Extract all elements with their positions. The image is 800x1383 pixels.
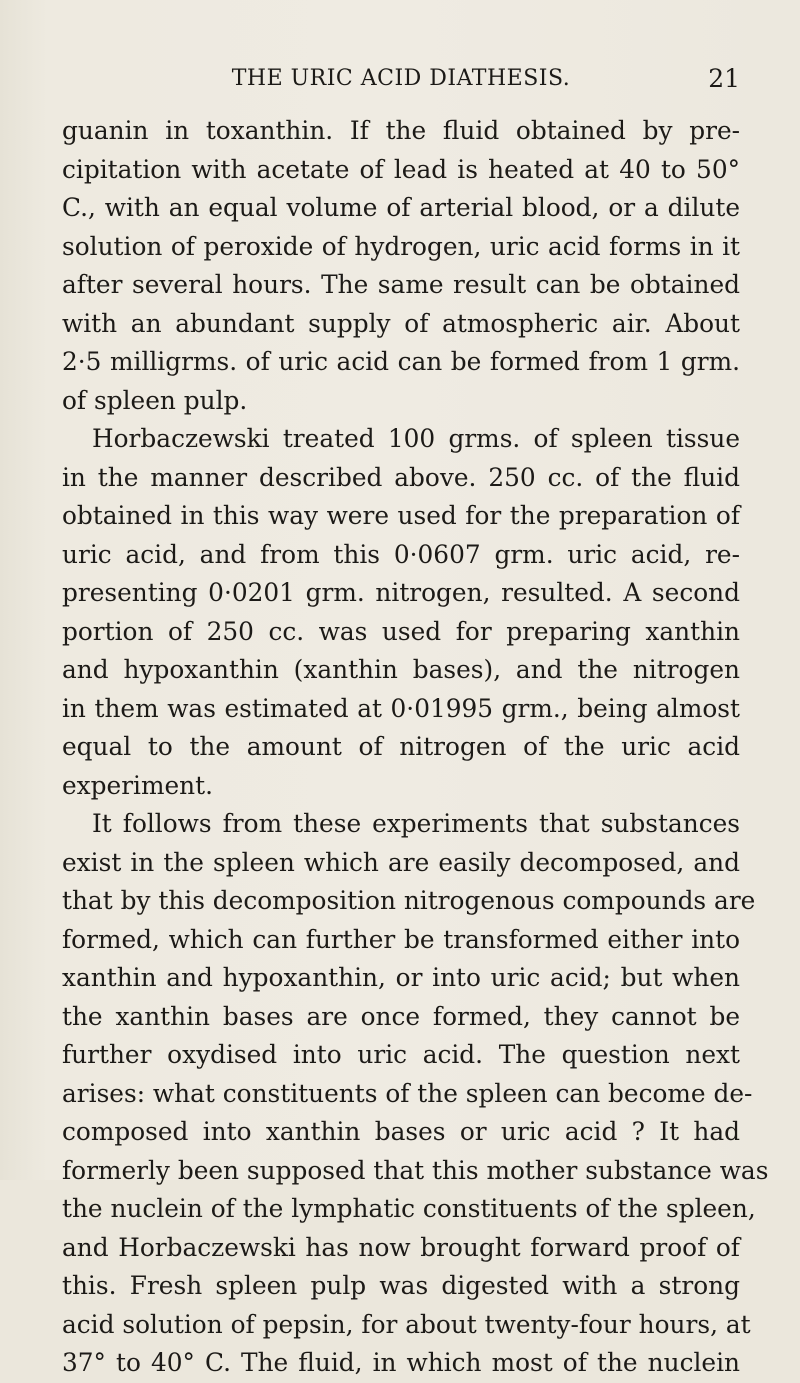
text-line: that by this decomposition nitrogenous compounds are (62, 886, 756, 915)
text-line: and hypoxanthin (xanthin bases), and the nitrogen (62, 655, 740, 684)
text-line: after several hours. The same result can be obtained (62, 270, 740, 299)
text-line: with an abundant supply of atmospheric air. About (62, 308, 740, 338)
text-line: guanin in toxanthin. If the fluid obtained by pre- (62, 116, 740, 145)
text-line: the xanthin bases are once formed, they cannot be (62, 1001, 740, 1031)
text-line: portion of 250 cc. was used for preparing xanthin (62, 616, 740, 646)
text-line: this. Fresh spleen pulp was digested with a strong (62, 1271, 740, 1300)
paragraph-first-line: Horbaczewski treated 100 grms. of spleen tissue (92, 424, 740, 453)
text-line: acid solution of pepsin, for about twenty-four hours, at (62, 1309, 751, 1339)
text-line: 2·5 milligrms. of uric acid can be formed from 1 grm. (62, 347, 740, 376)
running-title: THE URIC ACID DIATHESIS. (231, 66, 571, 91)
paragraph-first-line: It follows from these experiments that substances (92, 809, 740, 838)
text-line: xanthin and hypoxanthin, or into uric acid; but when (62, 963, 740, 992)
text-line: of spleen pulp. (62, 385, 248, 415)
text-line: further oxydised into uric acid. The question next (62, 1040, 740, 1069)
text-line: experiment. (62, 770, 213, 800)
page-number: 21 (708, 64, 740, 93)
text-line: composed into xanthin bases or uric acid ? It had (62, 1117, 740, 1146)
text-line: formed, which can further be transformed either into (62, 924, 740, 954)
text-line: in them was estimated at 0·01995 grm., being almost (62, 693, 740, 723)
text-line: C., with an equal volume of arterial blood, or a dilute (62, 193, 740, 222)
text-line: obtained in this way were used for the preparation of (62, 501, 740, 530)
text-line: equal to the amount of nitrogen of the uric acid (62, 732, 740, 761)
text-line: exist in the spleen which are easily decomposed, and (62, 847, 740, 877)
text-line: uric acid, and from this 0·0607 grm. uric acid, re- (62, 539, 740, 569)
text-line: 37° to 40° C. The fluid, in which most of the nuclein (62, 1348, 740, 1377)
text-line: and Horbaczewski has now brought forward proof of (62, 1232, 740, 1262)
text-line: arises: what constituents of the spleen can become de- (62, 1078, 753, 1108)
text-line: solution of peroxide of hydrogen, uric acid forms in it (62, 231, 740, 261)
text-line: formerly been supposed that this mother substance was (62, 1155, 769, 1185)
text-line: presenting 0·0201 grm. nitrogen, resulted. A second (62, 578, 740, 607)
text-line: in the manner described above. 250 cc. of the fluid (62, 462, 740, 492)
text-line: cipitation with acetate of lead is heated at 40 to 50° (62, 154, 740, 184)
body-text (62, 112, 769, 1383)
text-line: the nuclein of the lymphatic constituents of the spleen, (62, 1194, 756, 1223)
page-header (62, 62, 740, 96)
